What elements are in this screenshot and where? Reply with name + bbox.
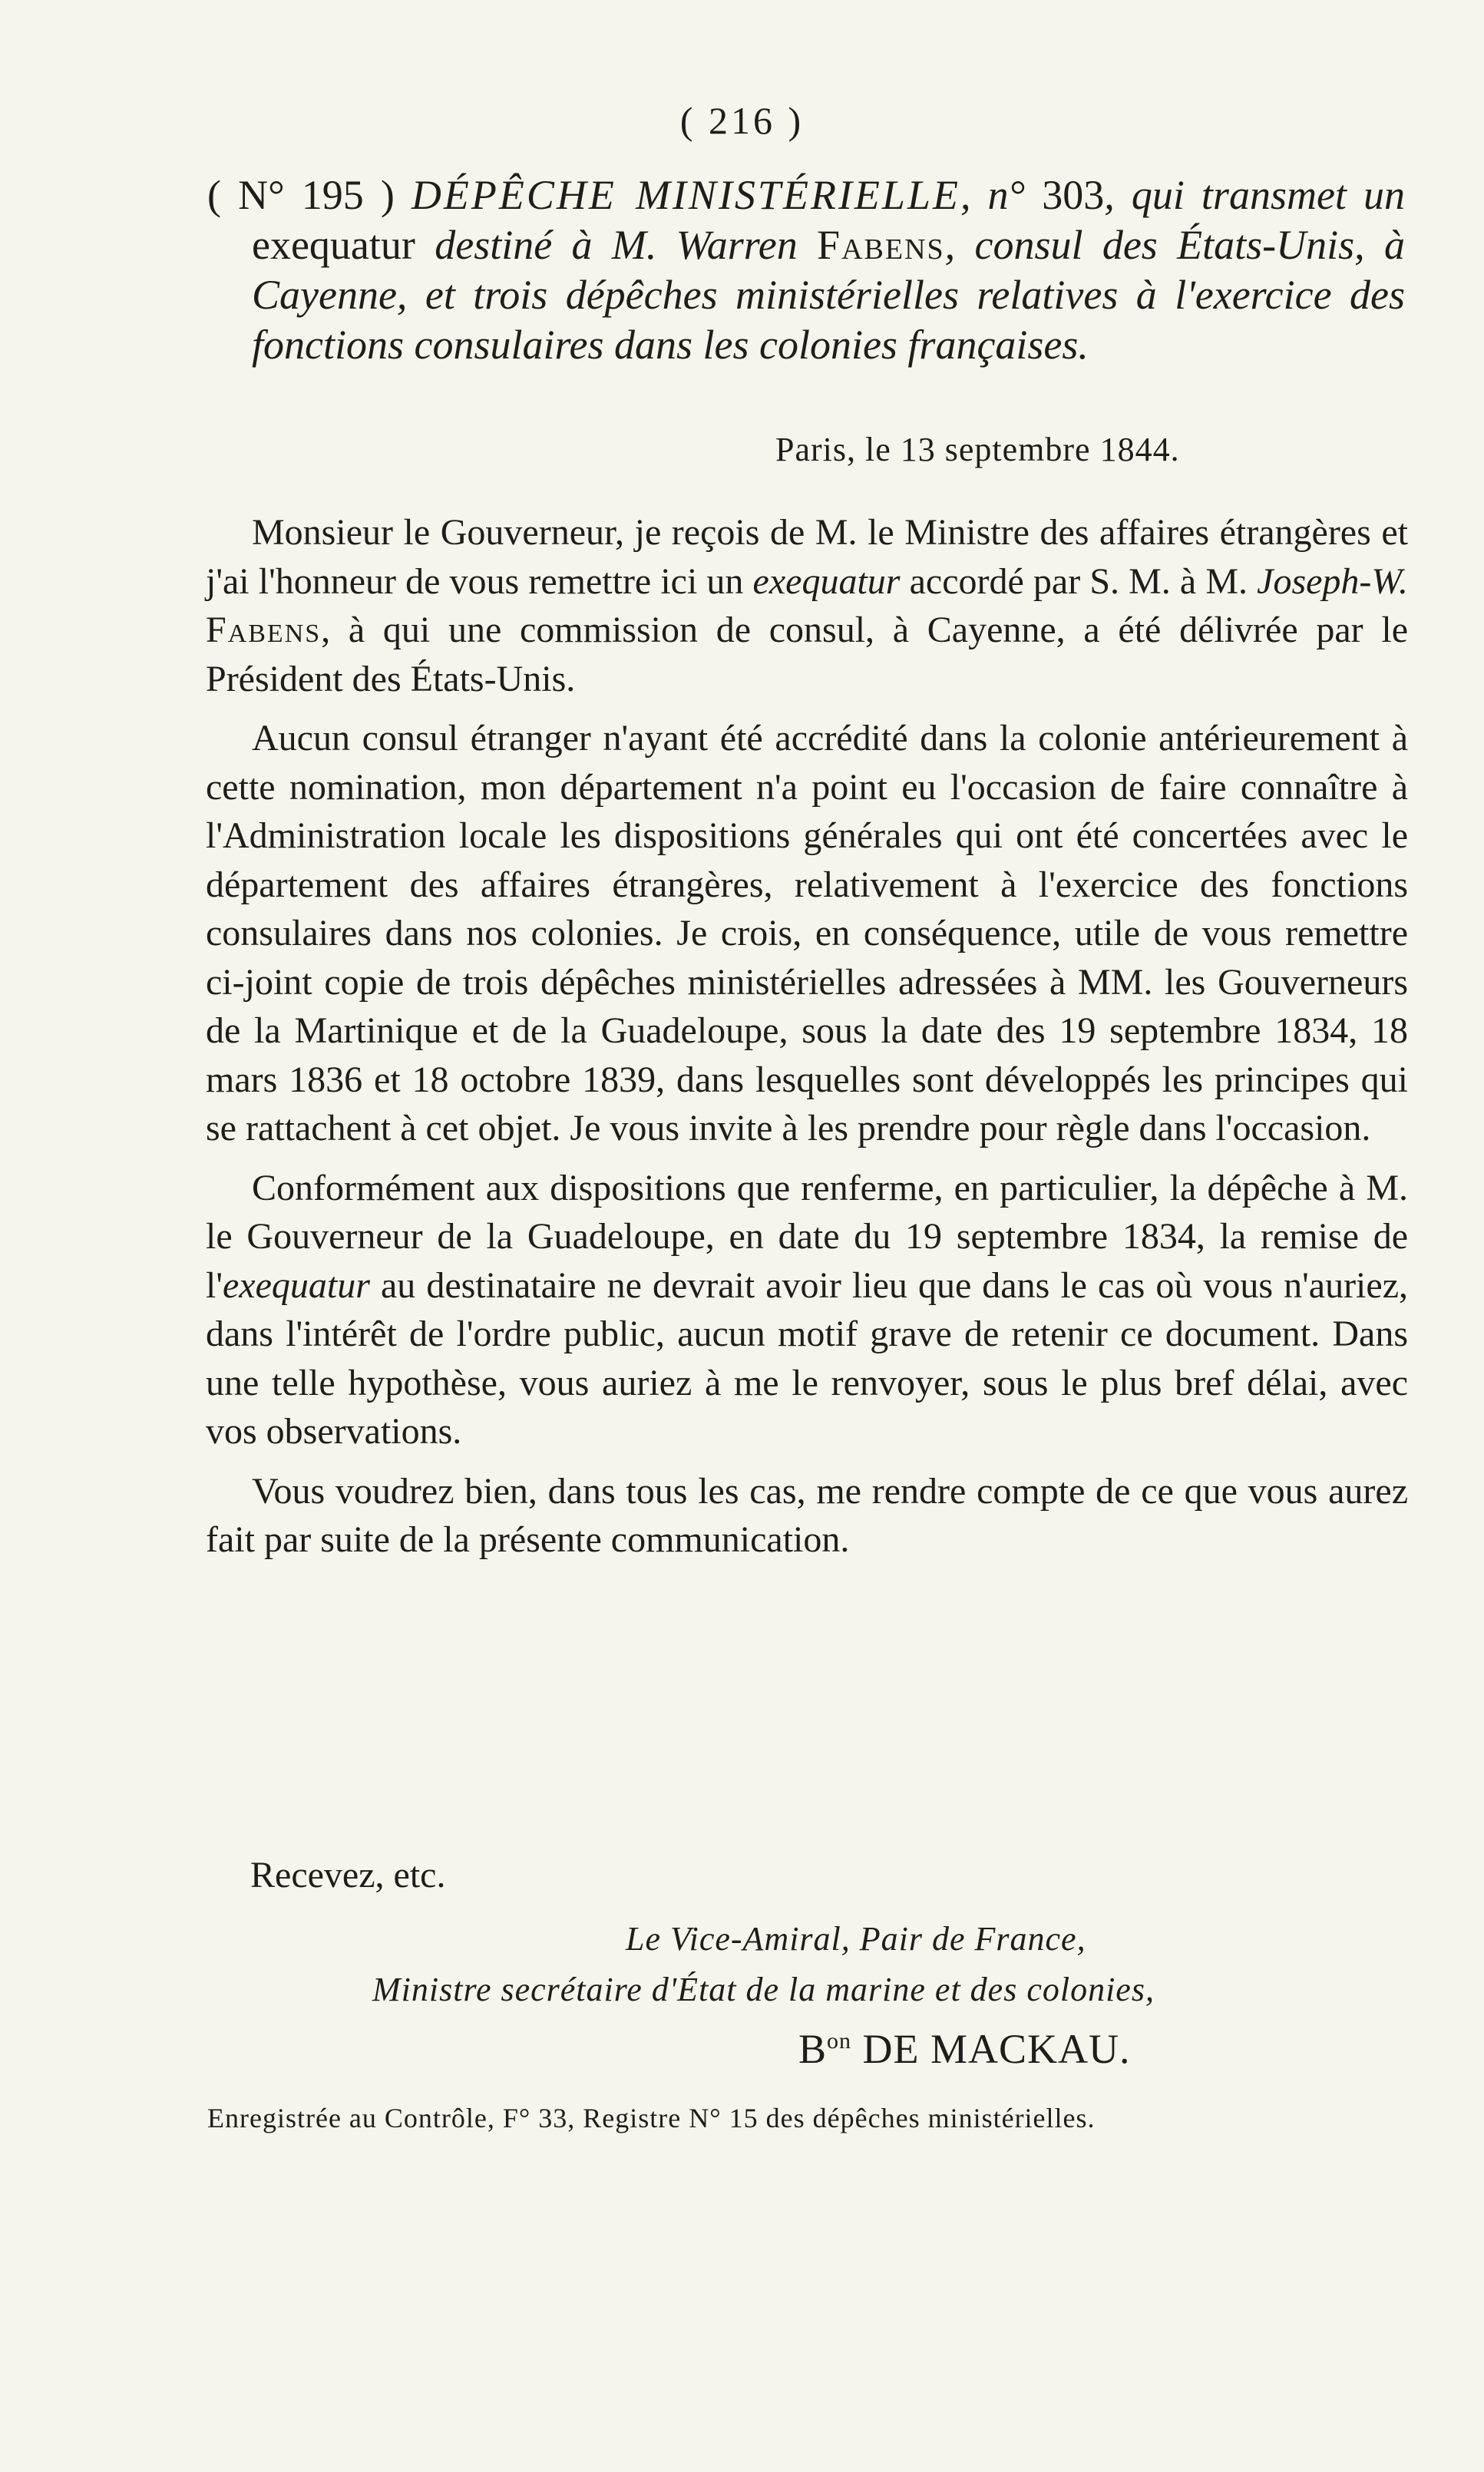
heading-text-3: , consul des États-Unis, à Cayenne, et trois dépêches ministérielles relatives à l'exercice des fonctions consulaires dans les colonies françaises. bbox=[252, 222, 1405, 368]
p1-joseph: Joseph-W. bbox=[1257, 560, 1408, 602]
p1-consul-name: Fabens bbox=[206, 610, 322, 650]
heading-text-1: , qui transmet un bbox=[1104, 172, 1406, 218]
document-heading bbox=[207, 170, 1405, 370]
p1-text-c: , à qui une commission de consul, à Cayenne, a été délivrée par le Président des États-Unis. bbox=[206, 610, 1408, 699]
p1-text-a: Monsieur le Gouverneur, je reçois de M. le Ministre des affaires étrangères et j'ai l'honneur de vous remettre ici un bbox=[206, 512, 1408, 602]
p3-text-b: au destinataire ne devrait avoir lieu que dans le cas où vous n'auriez, dans l'intérêt de l'ordre public, aucun motif grave de retenir ce document. Dans une telle hypothèse, vous auriez à me le renvoyer, sous le plus bref délai, avec vos observations. bbox=[206, 1264, 1408, 1452]
heading-separator: , bbox=[960, 172, 988, 218]
signature-title-line: Le Vice-Amiral, Pair de France, bbox=[626, 1920, 1086, 1958]
dispatch-number: ( N° 195 ) bbox=[207, 172, 395, 218]
number-value: 303 bbox=[1025, 172, 1105, 218]
signatory-name: DE MACKAU. bbox=[851, 2026, 1131, 2072]
registration-note: Enregistrée au Contrôle, F° 33, Registre N° 15 des dépêches ministérielles. bbox=[207, 2103, 1096, 2133]
paragraph-2: Aucun consul étranger n'ayant été accrédité dans la colonie antérieurement à cette nomination, mon département n'a point eu l'occasion de faire connaître à l'Administration locale les dispositions générales qui ont été concertées avec le département des affaires étrangères, relativement à l'exercice des fonctions consulaires dans nos colonies. Je crois, en conséquence, utile de vous remettre ci-joint copie de trois dépêches ministérielles adressées à MM. les Gouverneurs de la Martinique et de la Guadeloupe, sous la date des 19 septembre 1834, 18 mars 1836 et 18 octobre 1839, dans lesquelles sont développés les principes qui se rattachent à cet objet. Je vous invite à les prendre pour règle dans l'occasion. bbox=[206, 718, 1408, 1148]
baron-abbrev: B bbox=[798, 2026, 828, 2072]
number-label: n° bbox=[987, 172, 1026, 218]
letter-body bbox=[206, 508, 1408, 1575]
dispatch-title: DÉPÊCHE MINISTÉRIELLE bbox=[411, 172, 960, 218]
page-number: ( 216 ) bbox=[679, 99, 805, 142]
p1-text-b: accordé par S. M. à M. bbox=[900, 560, 1258, 602]
paragraph-3 bbox=[206, 1164, 1408, 1456]
p1-exequatur: exequatur bbox=[752, 560, 901, 602]
p3-exequatur: exequatur bbox=[222, 1264, 370, 1306]
p3-text-a: Conformément aux dispositions que renferme, en particulier, la dépêche à M. le Gouverneur de la Guadeloupe, en date du 19 septembre 1834, la remise de l' bbox=[206, 1167, 1408, 1306]
paragraph-1 bbox=[206, 508, 1408, 703]
signature-name bbox=[798, 2025, 1131, 2073]
heading-exequatur: exequatur bbox=[252, 222, 415, 268]
signature-office-line: Ministre secrétaire d'État de la marine et des colonies, bbox=[372, 1971, 1155, 2008]
closing-formula: Recevez, etc. bbox=[250, 1855, 446, 1895]
baron-suffix: on bbox=[827, 2028, 852, 2054]
dateline: Paris, le 13 septembre 1844. bbox=[775, 431, 1180, 468]
heading-text-2: destiné à M. Warren bbox=[415, 222, 818, 268]
paragraph-4: Vous voudrez bien, dans tous les cas, me rendre compte de ce que vous aurez fait par suite de la présente communication. bbox=[206, 1470, 1408, 1560]
heading-consul-name: Fabens bbox=[817, 222, 945, 268]
